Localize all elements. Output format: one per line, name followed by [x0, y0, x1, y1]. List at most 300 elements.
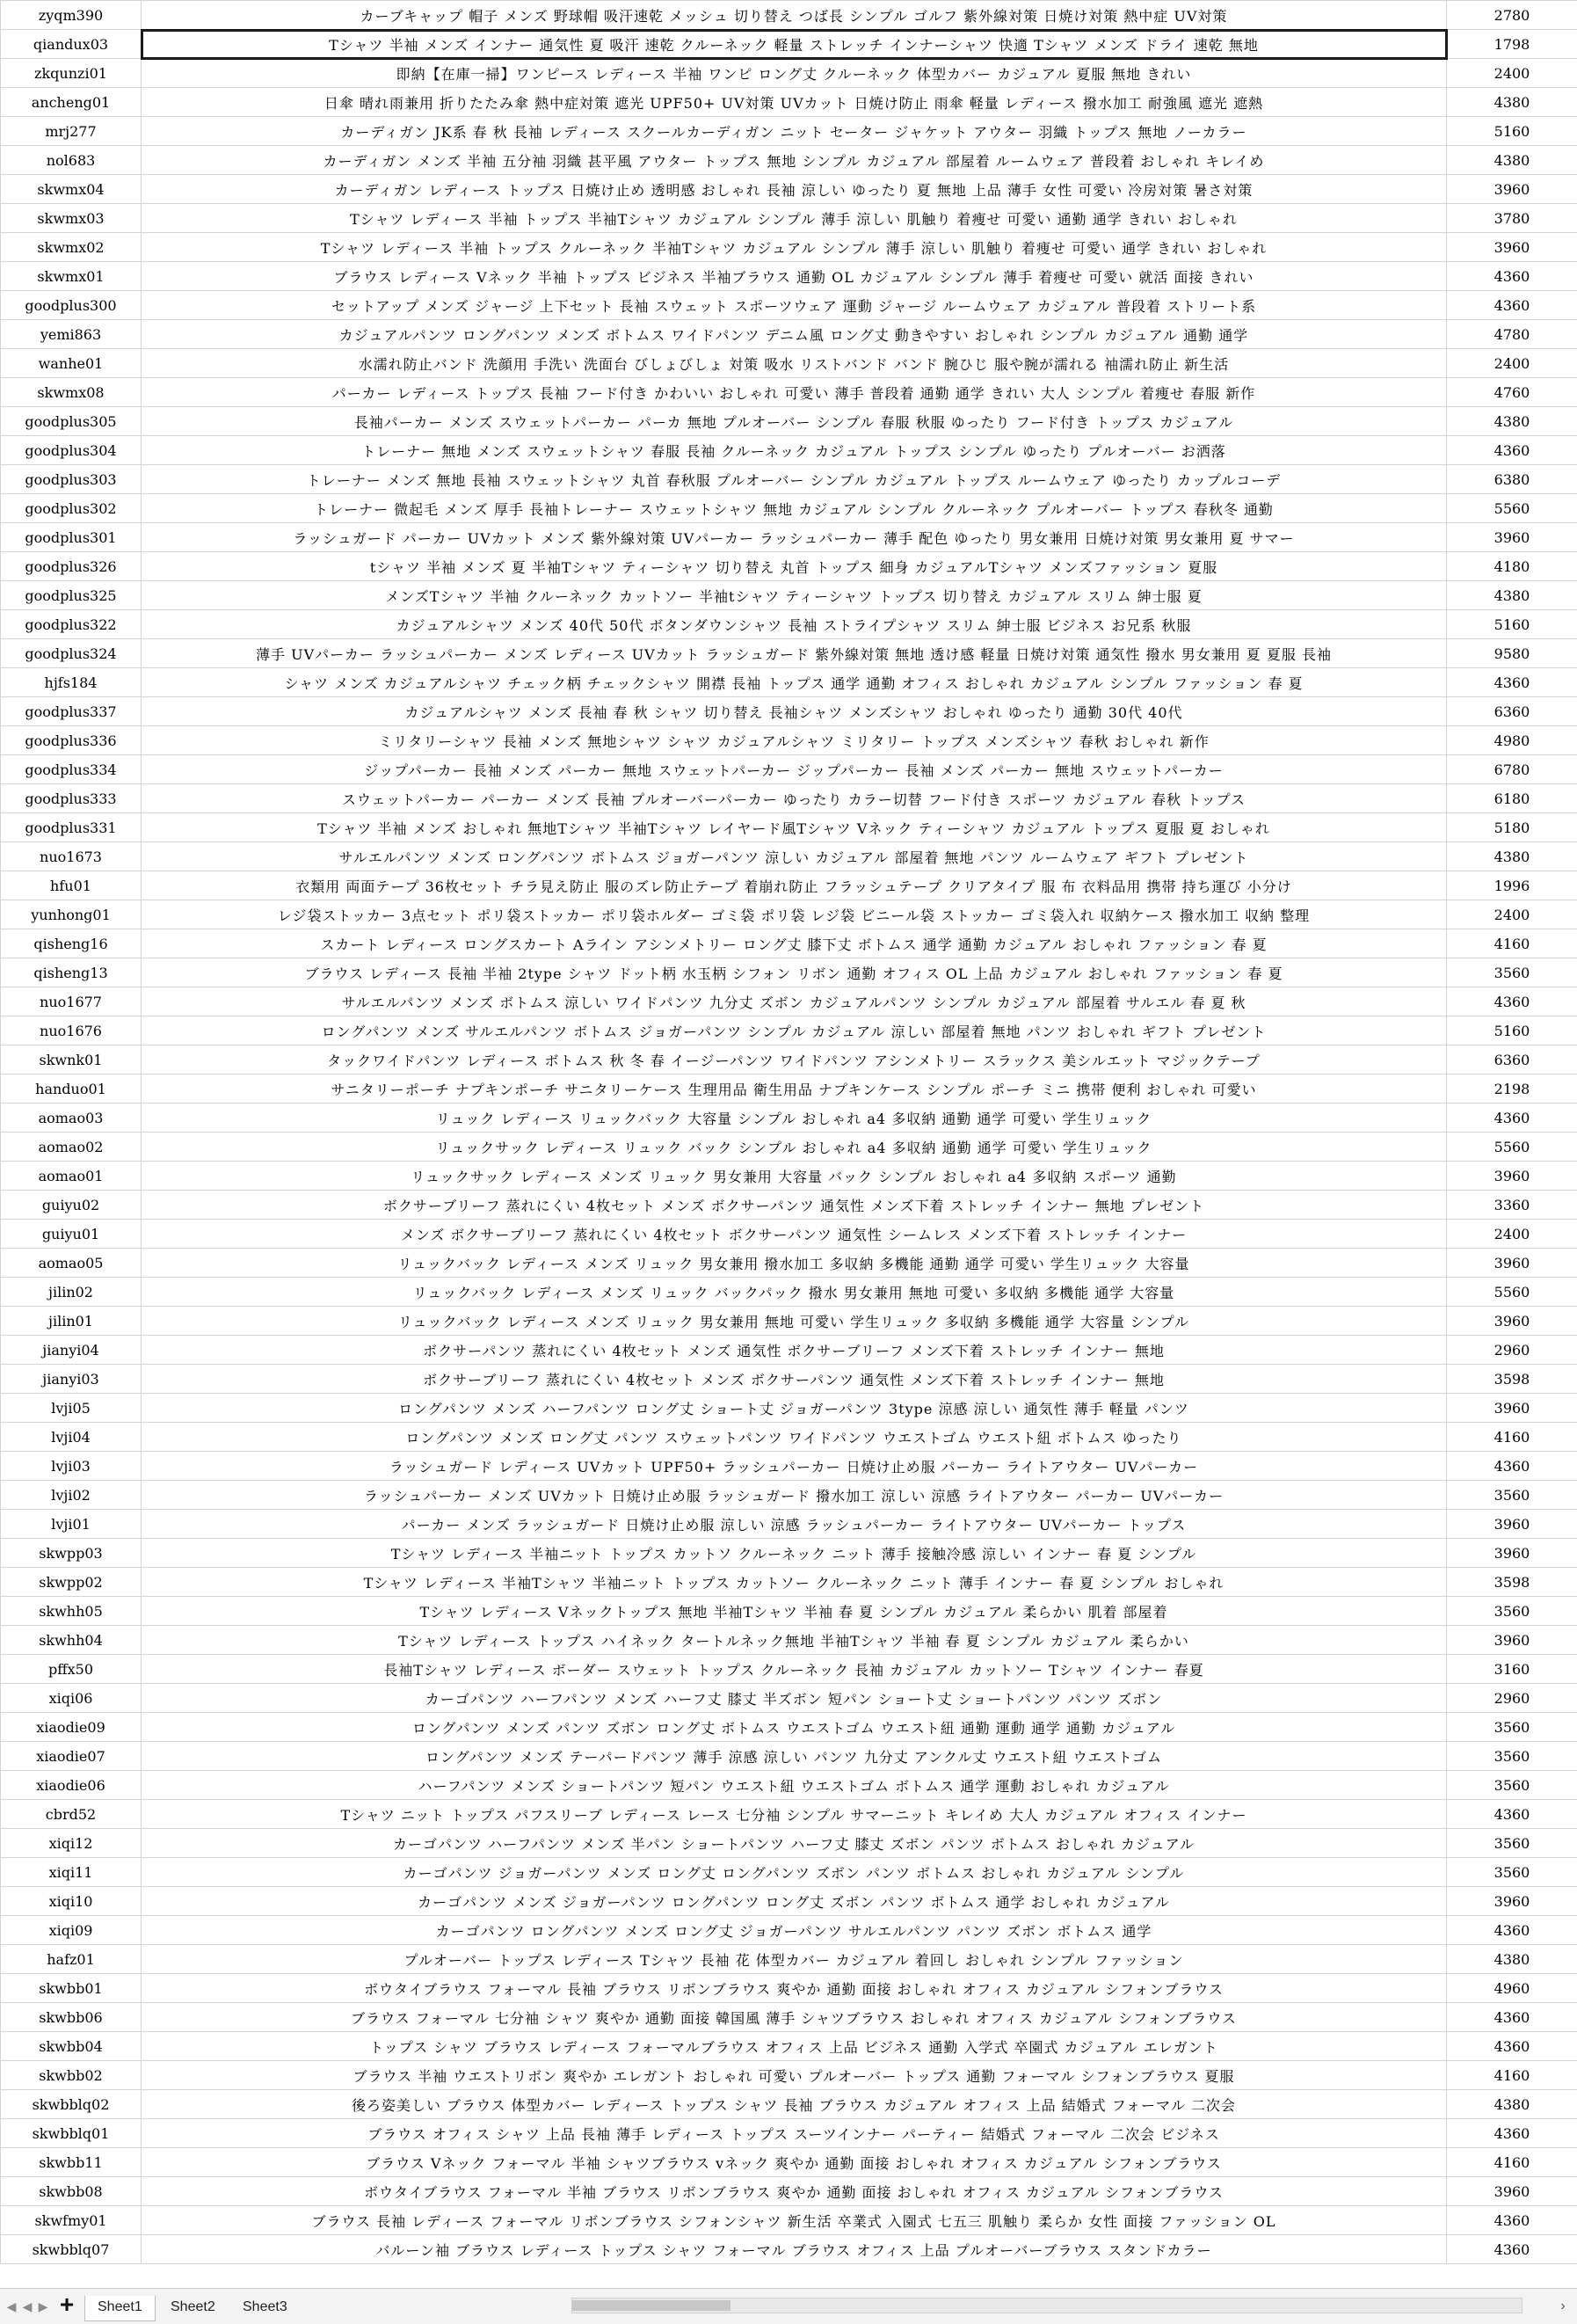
table-row — [1, 668, 1577, 697]
cell-price[interactable]: 4360 — [1447, 291, 1577, 320]
table-row — [1, 117, 1577, 146]
cell-product-code[interactable]: xiqi09 — [1, 1916, 142, 1945]
cell-price[interactable]: 4780 — [1447, 320, 1577, 349]
cell-price[interactable]: 4960 — [1447, 1974, 1577, 2003]
table-row — [1, 581, 1577, 610]
cell-price[interactable]: 4360 — [1447, 2119, 1577, 2148]
table-row — [1, 204, 1577, 233]
table-row — [1, 378, 1577, 407]
cell-product-title[interactable]: ボウタイブラウス フォーマル 半袖 ブラウス リボンブラウス 爽やか 通勤 面接 おしゃれ オフィス カジュアル シフォンブラウス — [142, 2177, 1447, 2206]
cell-price[interactable]: 3360 — [1447, 1191, 1577, 1220]
cell-product-code[interactable]: yunhong01 — [1, 900, 142, 929]
cell-price[interactable]: 4360 — [1447, 2032, 1577, 2061]
scroll-right-icon[interactable]: › — [1556, 2298, 1570, 2315]
cell-price[interactable]: 2400 — [1447, 59, 1577, 88]
cell-product-code[interactable]: goodplus300 — [1, 291, 142, 320]
cell-product-title[interactable]: カーゴパンツ メンズ ジョガーパンツ ロングパンツ ロング丈 ズボン パンツ ボトムス 通学 おしゃれ カジュアル — [142, 1887, 1447, 1916]
cell-price[interactable]: 4380 — [1447, 146, 1577, 175]
cell-product-code[interactable]: nol683 — [1, 146, 142, 175]
table-body — [1, 1, 1577, 2264]
cell-product-title[interactable]: ブラウス フォーマル 七分袖 シャツ 爽やか 通勤 面接 韓国風 薄手 シャツブラウス おしゃれ オフィス カジュアル シフォンブラウス — [142, 2003, 1447, 2032]
cell-price[interactable]: 4160 — [1447, 2061, 1577, 2090]
cell-product-title[interactable]: ボクサーブリーフ 蒸れにくい 4枚セット メンズ ボクサーパンツ 通気性 メンズ下着 ストレッチ インナー 無地 プレゼント — [142, 1191, 1447, 1220]
tab-sheet1[interactable]: Sheet1 — [84, 2296, 156, 2321]
cell-product-title[interactable]: メンズTシャツ 半袖 クルーネック カットソー 半袖tシャツ ティーシャツ トップス 切り替え カジュアル スリム 紳士服 夏 — [142, 581, 1447, 610]
cell-product-title[interactable]: ブラウス 長袖 レディース フォーマル リボンブラウス シフォンシャツ 新生活 卒業式 入園式 七五三 肌触り 柔らか 女性 面接 ファッション OL — [142, 2206, 1447, 2235]
cell-product-code[interactable]: goodplus303 — [1, 465, 142, 494]
cell-product-code[interactable]: qisheng16 — [1, 929, 142, 958]
cell-price[interactable]: 3960 — [1447, 1887, 1577, 1916]
cell-product-title[interactable]: トレーナー メンズ 無地 長袖 スウェットシャツ 丸首 春秋服 プルオーバー シンプル カジュアル トップス ルームウェア ゆったり カップルコーデ — [142, 465, 1447, 494]
cell-price[interactable]: 9580 — [1447, 639, 1577, 668]
cell-price[interactable]: 5160 — [1447, 117, 1577, 146]
cell-product-code[interactable]: goodplus334 — [1, 755, 142, 784]
table-row — [1, 1220, 1577, 1249]
cell-price[interactable]: 6380 — [1447, 465, 1577, 494]
cell-product-title[interactable]: カーゴパンツ ハーフパンツ メンズ 半パン ショートパンツ ハーフ丈 膝丈 ズボン パンツ ボトムス おしゃれ カジュアル — [142, 1829, 1447, 1858]
cell-price[interactable]: 4160 — [1447, 1423, 1577, 1452]
cell-product-code[interactable]: xiaodie07 — [1, 1742, 142, 1771]
cell-product-code[interactable]: skwnk01 — [1, 1045, 142, 1075]
cell-price[interactable]: 3960 — [1447, 1510, 1577, 1539]
table-row — [1, 1278, 1577, 1307]
cell-product-title[interactable]: パーカー メンズ ラッシュガード 日焼け止め服 涼しい 涼感 ラッシュパーカー ライトアウター UVパーカー トップス — [142, 1510, 1447, 1539]
cell-product-code[interactable]: skwmx08 — [1, 378, 142, 407]
table-row — [1, 1104, 1577, 1133]
cell-product-title[interactable]: Tシャツ レディース トップス ハイネック タートルネック無地 半袖Tシャツ 半袖 春 夏 シンプル カジュアル 柔らかい — [142, 1626, 1447, 1655]
cell-price[interactable]: 2960 — [1447, 1684, 1577, 1713]
cell-price[interactable]: 4380 — [1447, 581, 1577, 610]
cell-price[interactable]: 4180 — [1447, 552, 1577, 581]
cell-product-code[interactable]: hafz01 — [1, 1945, 142, 1974]
cell-product-title[interactable]: リュックバック レディース メンズ リュック バックパック 撥水 男女兼用 無地 可愛い 多収納 多機能 通学 大容量 — [142, 1278, 1447, 1307]
cell-product-code[interactable]: goodplus304 — [1, 436, 142, 465]
cell-price[interactable]: 6780 — [1447, 755, 1577, 784]
cell-price[interactable]: 3960 — [1447, 523, 1577, 552]
cell-price[interactable]: 1798 — [1447, 30, 1577, 59]
cell-product-title[interactable]: ハーフパンツ メンズ ショートパンツ 短パン ウエスト紐 ウエストゴム ボトムス 通学 運動 おしゃれ カジュアル — [142, 1771, 1447, 1800]
cell-price[interactable]: 6360 — [1447, 697, 1577, 726]
cell-price[interactable]: 3960 — [1447, 175, 1577, 204]
table-row — [1, 2119, 1577, 2148]
cell-product-title[interactable]: ボクサーブリーフ 蒸れにくい 4枚セット メンズ ボクサーパンツ 通気性 メンズ下着 ストレッチ インナー 無地 — [142, 1365, 1447, 1394]
cell-price[interactable]: 4360 — [1447, 1104, 1577, 1133]
cell-price[interactable]: 4380 — [1447, 407, 1577, 436]
cell-product-title[interactable]: カーゴパンツ ロングパンツ メンズ ロング丈 ジョガーパンツ サルエルパンツ パンツ ズボン ボトムス 通学 — [142, 1916, 1447, 1945]
cell-product-title[interactable]: Tシャツ レディース 半袖ニット トップス カットソ クルーネック ニット 薄手 接触冷感 涼しい インナー 春 夏 シンプル — [142, 1539, 1447, 1568]
table-row — [1, 639, 1577, 668]
cell-product-title[interactable]: サルエルパンツ メンズ ロングパンツ ボトムス ジョガーパンツ 涼しい カジュアル 部屋着 無地 パンツ ルームウェア ギフト プレゼント — [142, 842, 1447, 871]
cell-price[interactable]: 3960 — [1447, 1249, 1577, 1278]
cell-product-title[interactable]: ロングパンツ メンズ サルエルパンツ ボトムス ジョガーパンツ シンプル カジュアル 涼しい 部屋着 無地 パンツ おしゃれ ギフト プレゼント — [142, 1016, 1447, 1045]
cell-price[interactable]: 3560 — [1447, 1713, 1577, 1742]
cell-product-title[interactable]: カーディガン JK系 春 秋 長袖 レディース スクールカーディガン ニット セーター ジャケット アウター 羽織 トップス 無地 ノーカラー — [142, 117, 1447, 146]
cell-product-code[interactable]: lvji01 — [1, 1510, 142, 1539]
cell-product-code[interactable]: xiqi12 — [1, 1829, 142, 1858]
cell-price[interactable]: 5160 — [1447, 1016, 1577, 1045]
cell-product-code[interactable]: mrj277 — [1, 117, 142, 146]
cell-price[interactable]: 2400 — [1447, 900, 1577, 929]
table-row — [1, 1481, 1577, 1510]
cell-product-title[interactable]: ラッシュパーカー メンズ UVカット 日焼け止め服 ラッシュガード 撥水加工 涼しい 涼感 ライトアウター パーカー UVパーカー — [142, 1481, 1447, 1510]
cell-product-code[interactable]: goodplus324 — [1, 639, 142, 668]
cell-product-title[interactable]: Tシャツ レディース 半袖 トップス 半袖Tシャツ カジュアル シンプル 薄手 涼しい 肌触り 着痩せ 可愛い 通勤 通学 きれい おしゃれ — [142, 204, 1447, 233]
cell-product-title[interactable]: ブラウス レディース 長袖 半袖 2type シャツ ドット柄 水玉柄 シフォン リボン 通勤 オフィス OL 上品 カジュアル おしゃれ ファッション 春 夏 — [142, 958, 1447, 987]
cell-price[interactable]: 5560 — [1447, 1278, 1577, 1307]
cell-price[interactable]: 6360 — [1447, 1045, 1577, 1075]
cell-product-title[interactable]: サニタリーポーチ ナプキンポーチ サニタリーケース 生理用品 衛生用品 ナプキンケース シンプル ポーチ ミニ 携帯 便利 おしゃれ 可愛い — [142, 1075, 1447, 1104]
cell-product-code[interactable]: aomao01 — [1, 1162, 142, 1191]
cell-product-code[interactable]: jilin01 — [1, 1307, 142, 1336]
cell-price[interactable]: 4380 — [1447, 842, 1577, 871]
cell-product-title[interactable]: リュックサック レディース リュック バック シンプル おしゃれ a4 多収納 通勤 通学 可愛い 学生リュック — [142, 1133, 1447, 1162]
cell-product-code[interactable]: goodplus336 — [1, 726, 142, 755]
cell-product-title[interactable]: カジュアルシャツ メンズ 40代 50代 ボタンダウンシャツ 長袖 ストライプシャツ スリム 紳士服 ビジネス お兄系 秋服 — [142, 610, 1447, 639]
cell-product-code[interactable]: goodplus325 — [1, 581, 142, 610]
cell-product-code[interactable]: jianyi04 — [1, 1336, 142, 1365]
cell-product-code[interactable]: lvji05 — [1, 1394, 142, 1423]
table-row — [1, 465, 1577, 494]
cell-product-title[interactable]: カーディガン レディース トップス 日焼け止め 透明感 おしゃれ 長袖 涼しい ゆったり 夏 無地 上品 薄手 女性 可愛い 冷房対策 暑さ対策 — [142, 175, 1447, 204]
horizontal-scrollbar[interactable] — [571, 2298, 1522, 2313]
cell-product-title[interactable]: ロングパンツ メンズ ハーフパンツ ロング丈 ショート丈 ジョガーパンツ 3type 涼感 涼しい 通気性 薄手 軽量 パンツ — [142, 1394, 1447, 1423]
cell-product-code[interactable]: skwbb08 — [1, 2177, 142, 2206]
table-row — [1, 1713, 1577, 1742]
cell-product-title[interactable]: トップス シャツ ブラウス レディース フォーマルブラウス オフィス 上品 ビジネス 通勤 入学式 卒園式 カジュアル エレガント — [142, 2032, 1447, 2061]
cell-product-code[interactable]: handuo01 — [1, 1075, 142, 1104]
table-row — [1, 2061, 1577, 2090]
table-row — [1, 842, 1577, 871]
cell-price[interactable]: 3560 — [1447, 1771, 1577, 1800]
cell-price[interactable]: 3560 — [1447, 1481, 1577, 1510]
cell-product-code[interactable]: hjfs184 — [1, 668, 142, 697]
cell-product-title[interactable]: Tシャツ ニット トップス パフスリーブ レディース レース 七分袖 シンプル サマーニット キレイめ 大人 カジュアル オフィス インナー — [142, 1800, 1447, 1829]
cell-price[interactable]: 5560 — [1447, 1133, 1577, 1162]
cell-product-title[interactable]: 長袖Tシャツ レディース ボーダー スウェット トップス クルーネック 長袖 カジュアル カットソー Tシャツ インナー 春夏 — [142, 1655, 1447, 1684]
cell-product-code[interactable]: skwbb04 — [1, 2032, 142, 2061]
table-row — [1, 2177, 1577, 2206]
cell-product-code[interactable]: lvji04 — [1, 1423, 142, 1452]
cell-product-title[interactable]: Tシャツ 半袖 メンズ インナー 通気性 夏 吸汗 速乾 クルーネック 軽量 ストレッチ インナーシャツ 快適 Tシャツ メンズ ドライ 速乾 無地 — [142, 30, 1447, 59]
table-row — [1, 1887, 1577, 1916]
cell-price[interactable]: 3560 — [1447, 958, 1577, 987]
cell-product-code[interactable]: skwpp03 — [1, 1539, 142, 1568]
table-row — [1, 1162, 1577, 1191]
cell-price[interactable]: 4360 — [1447, 668, 1577, 697]
table-row — [1, 871, 1577, 900]
table-row — [1, 610, 1577, 639]
cell-price[interactable]: 3560 — [1447, 1829, 1577, 1858]
cell-product-title[interactable]: セットアップ メンズ ジャージ 上下セット 長袖 スウェット スポーツウェア 運動 ジャージ ルームウェア カジュアル 普段着 ストリート系 — [142, 291, 1447, 320]
table-row — [1, 1016, 1577, 1045]
table-row — [1, 1568, 1577, 1597]
table-row — [1, 1075, 1577, 1104]
cell-product-code[interactable]: skwmx02 — [1, 233, 142, 262]
cell-product-code[interactable]: nuo1676 — [1, 1016, 142, 1045]
cell-price[interactable]: 2400 — [1447, 349, 1577, 378]
cell-product-title[interactable]: ロングパンツ メンズ パンツ ズボン ロング丈 ボトムス ウエストゴム ウエスト紐 通勤 運動 通学 通勤 カジュアル — [142, 1713, 1447, 1742]
table-row — [1, 2032, 1577, 2061]
table-row — [1, 1916, 1577, 1945]
cell-product-title[interactable]: リュックサック レディース メンズ リュック 男女兼用 大容量 バック シンプル おしゃれ a4 多収納 スポーツ 通勤 — [142, 1162, 1447, 1191]
scrollbar-thumb[interactable] — [572, 2300, 730, 2311]
table-row — [1, 59, 1577, 88]
cell-product-code[interactable]: goodplus302 — [1, 494, 142, 523]
table-row — [1, 1771, 1577, 1800]
cell-product-code[interactable]: skwbblq02 — [1, 2090, 142, 2119]
cell-price[interactable]: 3560 — [1447, 1858, 1577, 1887]
cell-product-title[interactable]: カーゴパンツ ジョガーパンツ メンズ ロング丈 ロングパンツ ズボン パンツ ボトムス おしゃれ カジュアル シンプル — [142, 1858, 1447, 1887]
cell-product-title[interactable]: ジップパーカー 長袖 メンズ パーカー 無地 スウェットパーカー ジップパーカー 長袖 メンズ パーカー 無地 スウェットパーカー — [142, 755, 1447, 784]
cell-price[interactable]: 3560 — [1447, 1597, 1577, 1626]
table-row — [1, 1655, 1577, 1684]
cell-product-code[interactable]: lvji02 — [1, 1481, 142, 1510]
cell-product-code[interactable]: hfu01 — [1, 871, 142, 900]
cell-price[interactable]: 4160 — [1447, 929, 1577, 958]
cell-product-code[interactable]: aomao03 — [1, 1104, 142, 1133]
cell-price[interactable]: 5180 — [1447, 813, 1577, 842]
cell-price[interactable]: 2198 — [1447, 1075, 1577, 1104]
table-row — [1, 1045, 1577, 1075]
cell-price[interactable]: 3960 — [1447, 1394, 1577, 1423]
cell-product-title[interactable]: ロングパンツ メンズ テーパードパンツ 薄手 涼感 涼しい パンツ 九分丈 アンクル丈 ウエスト紐 ウエストゴム — [142, 1742, 1447, 1771]
table-row — [1, 900, 1577, 929]
cell-price[interactable]: 2400 — [1447, 1220, 1577, 1249]
cell-product-code[interactable]: skwfmy01 — [1, 2206, 142, 2235]
cell-product-code[interactable]: xiaodie06 — [1, 1771, 142, 1800]
cell-product-title[interactable]: スカート レディース ロングスカート Aライン アシンメトリー ロング丈 膝下丈 ボトムス 通学 通勤 カジュアル おしゃれ ファッション 春 夏 — [142, 929, 1447, 958]
table-row — [1, 1684, 1577, 1713]
table-row — [1, 987, 1577, 1016]
cell-product-code[interactable]: jilin02 — [1, 1278, 142, 1307]
table-row — [1, 1858, 1577, 1887]
cell-product-code[interactable]: skwmx04 — [1, 175, 142, 204]
prev-sheet-icon[interactable]: ◀ — [21, 2298, 33, 2315]
cell-product-code[interactable]: guiyu01 — [1, 1220, 142, 1249]
cell-price[interactable]: 4380 — [1447, 2090, 1577, 2119]
cell-product-code[interactable]: lvji03 — [1, 1452, 142, 1481]
sheet-tab-bar — [0, 2288, 1577, 2324]
cell-price[interactable]: 4360 — [1447, 1800, 1577, 1829]
table-row — [1, 2206, 1577, 2235]
cell-price[interactable]: 4360 — [1447, 2206, 1577, 2235]
cell-product-code[interactable]: jianyi03 — [1, 1365, 142, 1394]
cell-product-title[interactable]: ブラウス レディース Vネック 半袖 トップス ビジネス 半袖ブラウス 通勤 OL カジュアル シンプル 薄手 着痩せ 可愛い 就活 面接 きれい — [142, 262, 1447, 291]
cell-product-code[interactable]: skwhh04 — [1, 1626, 142, 1655]
cell-product-code[interactable]: xiaodie09 — [1, 1713, 142, 1742]
table-row — [1, 1, 1577, 30]
cell-price[interactable]: 6180 — [1447, 784, 1577, 813]
cell-product-title[interactable]: カーゴパンツ ハーフパンツ メンズ ハーフ丈 膝丈 半ズボン 短パン ショート丈 ショートパンツ パンツ ズボン — [142, 1684, 1447, 1713]
cell-product-code[interactable]: xiqi11 — [1, 1858, 142, 1887]
table-row — [1, 262, 1577, 291]
tab-sheet3[interactable]: Sheet3 — [230, 2296, 300, 2320]
cell-price[interactable]: 4360 — [1447, 1916, 1577, 1945]
cell-price[interactable]: 4360 — [1447, 2003, 1577, 2032]
cell-price[interactable]: 3960 — [1447, 233, 1577, 262]
cell-product-title[interactable]: カーディガン メンズ 半袖 五分袖 羽織 甚平風 アウター トップス 無地 シンプル カジュアル 部屋着 ルームウェア 普段着 おしゃれ キレイめ — [142, 146, 1447, 175]
cell-product-code[interactable]: aomao02 — [1, 1133, 142, 1162]
add-sheet-button[interactable]: + — [55, 2292, 79, 2319]
cell-product-code[interactable]: skwpp02 — [1, 1568, 142, 1597]
cell-price[interactable]: 4360 — [1447, 2235, 1577, 2264]
cell-product-title[interactable]: ボウタイブラウス フォーマル 長袖 ブラウス リボンブラウス 爽やか 通勤 面接 おしゃれ オフィス カジュアル シフォンブラウス — [142, 1974, 1447, 2003]
table-row — [1, 1394, 1577, 1423]
cell-product-code[interactable]: guiyu02 — [1, 1191, 142, 1220]
cell-price[interactable]: 4360 — [1447, 987, 1577, 1016]
cell-price[interactable]: 3598 — [1447, 1365, 1577, 1394]
cell-price[interactable]: 1996 — [1447, 871, 1577, 900]
cell-price[interactable]: 3598 — [1447, 1568, 1577, 1597]
cell-product-title[interactable]: Tシャツ レディース 半袖 トップス クルーネック 半袖Tシャツ カジュアル シンプル 薄手 涼しい 肌触り 着痩せ 可愛い 通学 きれい おしゃれ — [142, 233, 1447, 262]
cell-product-code[interactable]: zyqm390 — [1, 1, 142, 30]
table-row — [1, 1597, 1577, 1626]
cell-price[interactable]: 3160 — [1447, 1655, 1577, 1684]
cell-product-code[interactable]: skwmx01 — [1, 262, 142, 291]
cell-price[interactable]: 3960 — [1447, 1307, 1577, 1336]
cell-product-code[interactable]: skwbblq01 — [1, 2119, 142, 2148]
cell-product-code[interactable]: skwhh05 — [1, 1597, 142, 1626]
cell-product-title[interactable]: カーブキャップ 帽子 メンズ 野球帽 吸汗速乾 メッシュ 切り替え つば長 シンプル ゴルフ 紫外線対策 日焼け対策 熱中症 UV対策 — [142, 1, 1447, 30]
cell-product-title[interactable]: ミリタリーシャツ 長袖 メンズ 無地シャツ シャツ カジュアルシャツ ミリタリー トップス メンズシャツ 春秋 おしゃれ 新作 — [142, 726, 1447, 755]
table-row — [1, 407, 1577, 436]
cell-product-title[interactable]: メンズ ボクサーブリーフ 蒸れにくい 4枚セット ボクサーパンツ 通気性 シームレス メンズ下着 ストレッチ インナー — [142, 1220, 1447, 1249]
cell-product-code[interactable]: goodplus337 — [1, 697, 142, 726]
cell-price[interactable]: 3960 — [1447, 1539, 1577, 1568]
table-row — [1, 784, 1577, 813]
table-row — [1, 1974, 1577, 2003]
cell-price[interactable]: 5160 — [1447, 610, 1577, 639]
table-row — [1, 349, 1577, 378]
cell-product-title[interactable]: リュック レディース リュックバック 大容量 シンプル おしゃれ a4 多収納 通勤 通学 可愛い 学生リュック — [142, 1104, 1447, 1133]
cell-product-title[interactable]: 長袖パーカー メンズ スウェットパーカー パーカ 無地 プルオーバー シンプル 春服 秋服 ゆったり フード付き トップス カジュアル — [142, 407, 1447, 436]
cell-product-title[interactable]: ラッシュガード レディース UVカット UPF50+ ラッシュパーカー 日焼け止め服 パーカー ライトアウター UVパーカー — [142, 1452, 1447, 1481]
cell-product-title[interactable]: リュックバック レディース メンズ リュック 男女兼用 無地 可愛い 学生リュック 多収納 多機能 通学 大容量 シンプル — [142, 1307, 1447, 1336]
cell-price[interactable]: 4360 — [1447, 1452, 1577, 1481]
cell-product-code[interactable]: zkqunzi01 — [1, 59, 142, 88]
cell-product-code[interactable]: qiandux03 — [1, 30, 142, 59]
cell-product-title[interactable]: 衣類用 両面テープ 36枚セット チラ見え防止 服のズレ防止テープ 着崩れ防止 フラッシュテープ クリアタイプ 服 布 衣料品用 携帯 持ち運び 小分け — [142, 871, 1447, 900]
cell-product-code[interactable]: goodplus305 — [1, 407, 142, 436]
cell-product-code[interactable]: skwbb02 — [1, 2061, 142, 2090]
cell-product-title[interactable]: レジ袋ストッカー 3点セット ポリ袋ストッカー ポリ袋ホルダー ゴミ袋 ポリ袋 レジ袋 ビニール袋 ストッカー ゴミ袋入れ 収納ケース 撥水加工 収納 整理 — [142, 900, 1447, 929]
cell-product-title[interactable]: 即納【在庫一掃】ワンピース レディース 半袖 ワンピ ロング丈 クルーネック 体型カバー カジュアル 夏服 無地 きれい — [142, 59, 1447, 88]
cell-product-title[interactable]: ロングパンツ メンズ ロング丈 パンツ スウェットパンツ ワイドパンツ ウエストゴム ウエスト紐 ボトムス ゆったり — [142, 1423, 1447, 1452]
cell-price[interactable]: 4160 — [1447, 2148, 1577, 2177]
cell-price[interactable]: 3960 — [1447, 2177, 1577, 2206]
cell-product-title[interactable]: Tシャツ レディース 半袖Tシャツ 半袖ニット トップス カットソー クルーネック ニット 薄手 インナー 春 夏 シンプル おしゃれ — [142, 1568, 1447, 1597]
cell-product-title[interactable]: ボクサーパンツ 蒸れにくい 4枚セット メンズ 通気性 ボクサーブリーフ メンズ下着 ストレッチ インナー 無地 — [142, 1336, 1447, 1365]
first-sheet-icon[interactable]: ◀ — [5, 2298, 18, 2315]
cell-product-title[interactable]: パーカー レディース トップス 長袖 フード付き かわいい おしゃれ 可愛い 薄手 普段着 通勤 通学 きれい 大人 シンプル 着痩せ 春服 新作 — [142, 378, 1447, 407]
cell-product-code[interactable]: skwbb01 — [1, 1974, 142, 2003]
cell-price[interactable]: 2780 — [1447, 1, 1577, 30]
table-row — [1, 1133, 1577, 1162]
cell-product-title[interactable]: スウェットパーカー パーカー メンズ 長袖 プルオーバーパーカー ゆったり カラー切替 フード付き スポーツ カジュアル 春秋 トップス — [142, 784, 1447, 813]
cell-product-title[interactable]: カジュアルパンツ ロングパンツ メンズ ボトムス ワイドパンツ デニム風 ロング丈 動きやすい おしゃれ シンプル カジュアル 通勤 通学 — [142, 320, 1447, 349]
cell-product-title[interactable]: ラッシュガード パーカー UVカット メンズ 紫外線対策 UVパーカー ラッシュパーカー 薄手 配色 ゆったり 男女兼用 日焼け対策 男女兼用 夏 サマー — [142, 523, 1447, 552]
cell-product-code[interactable]: skwbb11 — [1, 2148, 142, 2177]
cell-price[interactable]: 3560 — [1447, 1742, 1577, 1771]
cell-price[interactable]: 4360 — [1447, 436, 1577, 465]
cell-price[interactable]: 4760 — [1447, 378, 1577, 407]
cell-product-title[interactable]: Tシャツ レディース Vネックトップス 無地 半袖Tシャツ 半袖 春 夏 シンプル カジュアル 柔らかい 肌着 部屋着 — [142, 1597, 1447, 1626]
cell-product-code[interactable]: aomao05 — [1, 1249, 142, 1278]
cell-product-code[interactable]: xiqi10 — [1, 1887, 142, 1916]
cell-product-title[interactable]: プルオーバー トップス レディース Tシャツ 長袖 花 体型カバー カジュアル 着回し おしゃれ シンプル ファッション — [142, 1945, 1447, 1974]
cell-product-code[interactable]: goodplus331 — [1, 813, 142, 842]
cell-price[interactable]: 4380 — [1447, 88, 1577, 117]
table-row — [1, 1191, 1577, 1220]
cell-product-code[interactable]: goodplus333 — [1, 784, 142, 813]
cell-product-code[interactable]: xiqi06 — [1, 1684, 142, 1713]
cell-product-code[interactable]: goodplus322 — [1, 610, 142, 639]
cell-price[interactable]: 4360 — [1447, 262, 1577, 291]
table-row — [1, 88, 1577, 117]
cell-product-code[interactable]: nuo1677 — [1, 987, 142, 1016]
cell-product-title[interactable]: 水濡れ防止バンド 洗顔用 手洗い 洗面台 びしょびしょ 対策 吸水 リストバンド バンド 腕ひじ 服や腕が濡れる 袖濡れ防止 新生活 — [142, 349, 1447, 378]
cell-product-code[interactable]: goodplus326 — [1, 552, 142, 581]
cell-product-title[interactable]: 後ろ姿美しい ブラウス 体型カバー レディース トップス シャツ 長袖 ブラウス カジュアル オフィス 上品 結婚式 フォーマル 二次会 — [142, 2090, 1447, 2119]
cell-product-code[interactable]: skwbblq07 — [1, 2235, 142, 2264]
cell-product-title[interactable]: シャツ メンズ カジュアルシャツ チェック柄 チェックシャツ 開襟 長袖 トップス 通学 通勤 オフィス おしゃれ カジュアル シンプル ファッション 春 夏 — [142, 668, 1447, 697]
cell-product-title[interactable]: サルエルパンツ メンズ ボトムス 涼しい ワイドパンツ 九分丈 ズボン カジュアルパンツ シンプル カジュアル 部屋着 サルエル 春 夏 秋 — [142, 987, 1447, 1016]
next-sheet-icon[interactable]: ▶ — [37, 2298, 49, 2315]
cell-product-code[interactable]: cbrd52 — [1, 1800, 142, 1829]
cell-product-title[interactable]: Tシャツ 半袖 メンズ おしゃれ 無地Tシャツ 半袖Tシャツ レイヤード風Tシャツ Vネック ティーシャツ カジュアル トップス 夏服 夏 おしゃれ — [142, 813, 1447, 842]
cell-product-code[interactable]: goodplus301 — [1, 523, 142, 552]
cell-price[interactable]: 3960 — [1447, 1162, 1577, 1191]
cell-price[interactable]: 3960 — [1447, 1626, 1577, 1655]
cell-product-title[interactable]: ブラウス オフィス シャツ 上品 長袖 薄手 レディース トップス スーツインナー パーティー 結婚式 フォーマル 二次会 ビジネス — [142, 2119, 1447, 2148]
cell-product-code[interactable]: qisheng13 — [1, 958, 142, 987]
table-row — [1, 2235, 1577, 2264]
cell-product-title[interactable]: ブラウス Vネック フォーマル 半袖 シャツブラウス vネック 爽やか 通勤 面接 おしゃれ オフィス カジュアル シフォンブラウス — [142, 2148, 1447, 2177]
cell-price[interactable]: 2960 — [1447, 1336, 1577, 1365]
cell-product-title[interactable]: ブラウス 半袖 ウエストリボン 爽やか エレガント おしゃれ 可愛い プルオーバー トップス 通勤 フォーマル シフォンブラウス 夏服 — [142, 2061, 1447, 2090]
cell-product-code[interactable]: ancheng01 — [1, 88, 142, 117]
cell-product-title[interactable]: バルーン袖 ブラウス レディース トップス シャツ フォーマル ブラウス オフィス 上品 プルオーバーブラウス スタンドカラー — [142, 2235, 1447, 2264]
cell-price[interactable]: 4980 — [1447, 726, 1577, 755]
cell-product-code[interactable]: wanhe01 — [1, 349, 142, 378]
table-row — [1, 146, 1577, 175]
table-row — [1, 1452, 1577, 1481]
cell-product-title[interactable]: 薄手 UVパーカー ラッシュパーカー メンズ レディース UVカット ラッシュガード 紫外線対策 無地 透け感 軽量 日焼け対策 通気性 撥水 男女兼用 夏 夏服 長袖 — [142, 639, 1447, 668]
cell-product-title[interactable]: トレーナー 微起毛 メンズ 厚手 長袖トレーナー スウェットシャツ 無地 カジュアル シンプル クルーネック プルオーバー トップス 春秋冬 通勤 — [142, 494, 1447, 523]
cell-product-code[interactable]: yemi863 — [1, 320, 142, 349]
table-row — [1, 1742, 1577, 1771]
table-row — [1, 726, 1577, 755]
tab-sheet2[interactable]: Sheet2 — [158, 2296, 228, 2320]
cell-product-code[interactable]: nuo1673 — [1, 842, 142, 871]
cell-product-code[interactable]: skwmx03 — [1, 204, 142, 233]
table-row — [1, 2003, 1577, 2032]
cell-price[interactable]: 3780 — [1447, 204, 1577, 233]
cell-product-title[interactable]: カジュアルシャツ メンズ 長袖 春 秋 シャツ 切り替え 長袖シャツ メンズシャツ おしゃれ ゆったり 通勤 30代 40代 — [142, 697, 1447, 726]
cell-product-code[interactable]: skwbb06 — [1, 2003, 142, 2032]
cell-price[interactable]: 4380 — [1447, 1945, 1577, 1974]
cell-product-title[interactable]: 日傘 晴れ雨兼用 折りたたみ傘 熱中症対策 遮光 UPF50+ UV対策 UVカット 日焼け防止 雨傘 軽量 レディース 撥水加工 耐強風 遮光 遮熱 — [142, 88, 1447, 117]
cell-product-title[interactable]: tシャツ 半袖 メンズ 夏 半袖Tシャツ ティーシャツ 切り替え 丸首 トップス 細身 カジュアルTシャツ メンズファッション 夏服 — [142, 552, 1447, 581]
table-row — [1, 552, 1577, 581]
table-row — [1, 436, 1577, 465]
cell-product-code[interactable]: pffx50 — [1, 1655, 142, 1684]
cell-product-title[interactable]: タックワイドパンツ レディース ボトムス 秋 冬 春 イージーパンツ ワイドパンツ アシンメトリー スラックス 美シルエット マジックテープ — [142, 1045, 1447, 1075]
table-row — [1, 1365, 1577, 1394]
cell-product-title[interactable]: リュックバック レディース メンズ リュック 男女兼用 撥水加工 多収納 多機能 通勤 通学 可愛い 学生リュック 大容量 — [142, 1249, 1447, 1278]
cell-product-title[interactable]: トレーナー 無地 メンズ スウェットシャツ 春服 長袖 クルーネック カジュアル トップス シンプル ゆったり プルオーバー お洒落 — [142, 436, 1447, 465]
cell-price[interactable]: 5560 — [1447, 494, 1577, 523]
